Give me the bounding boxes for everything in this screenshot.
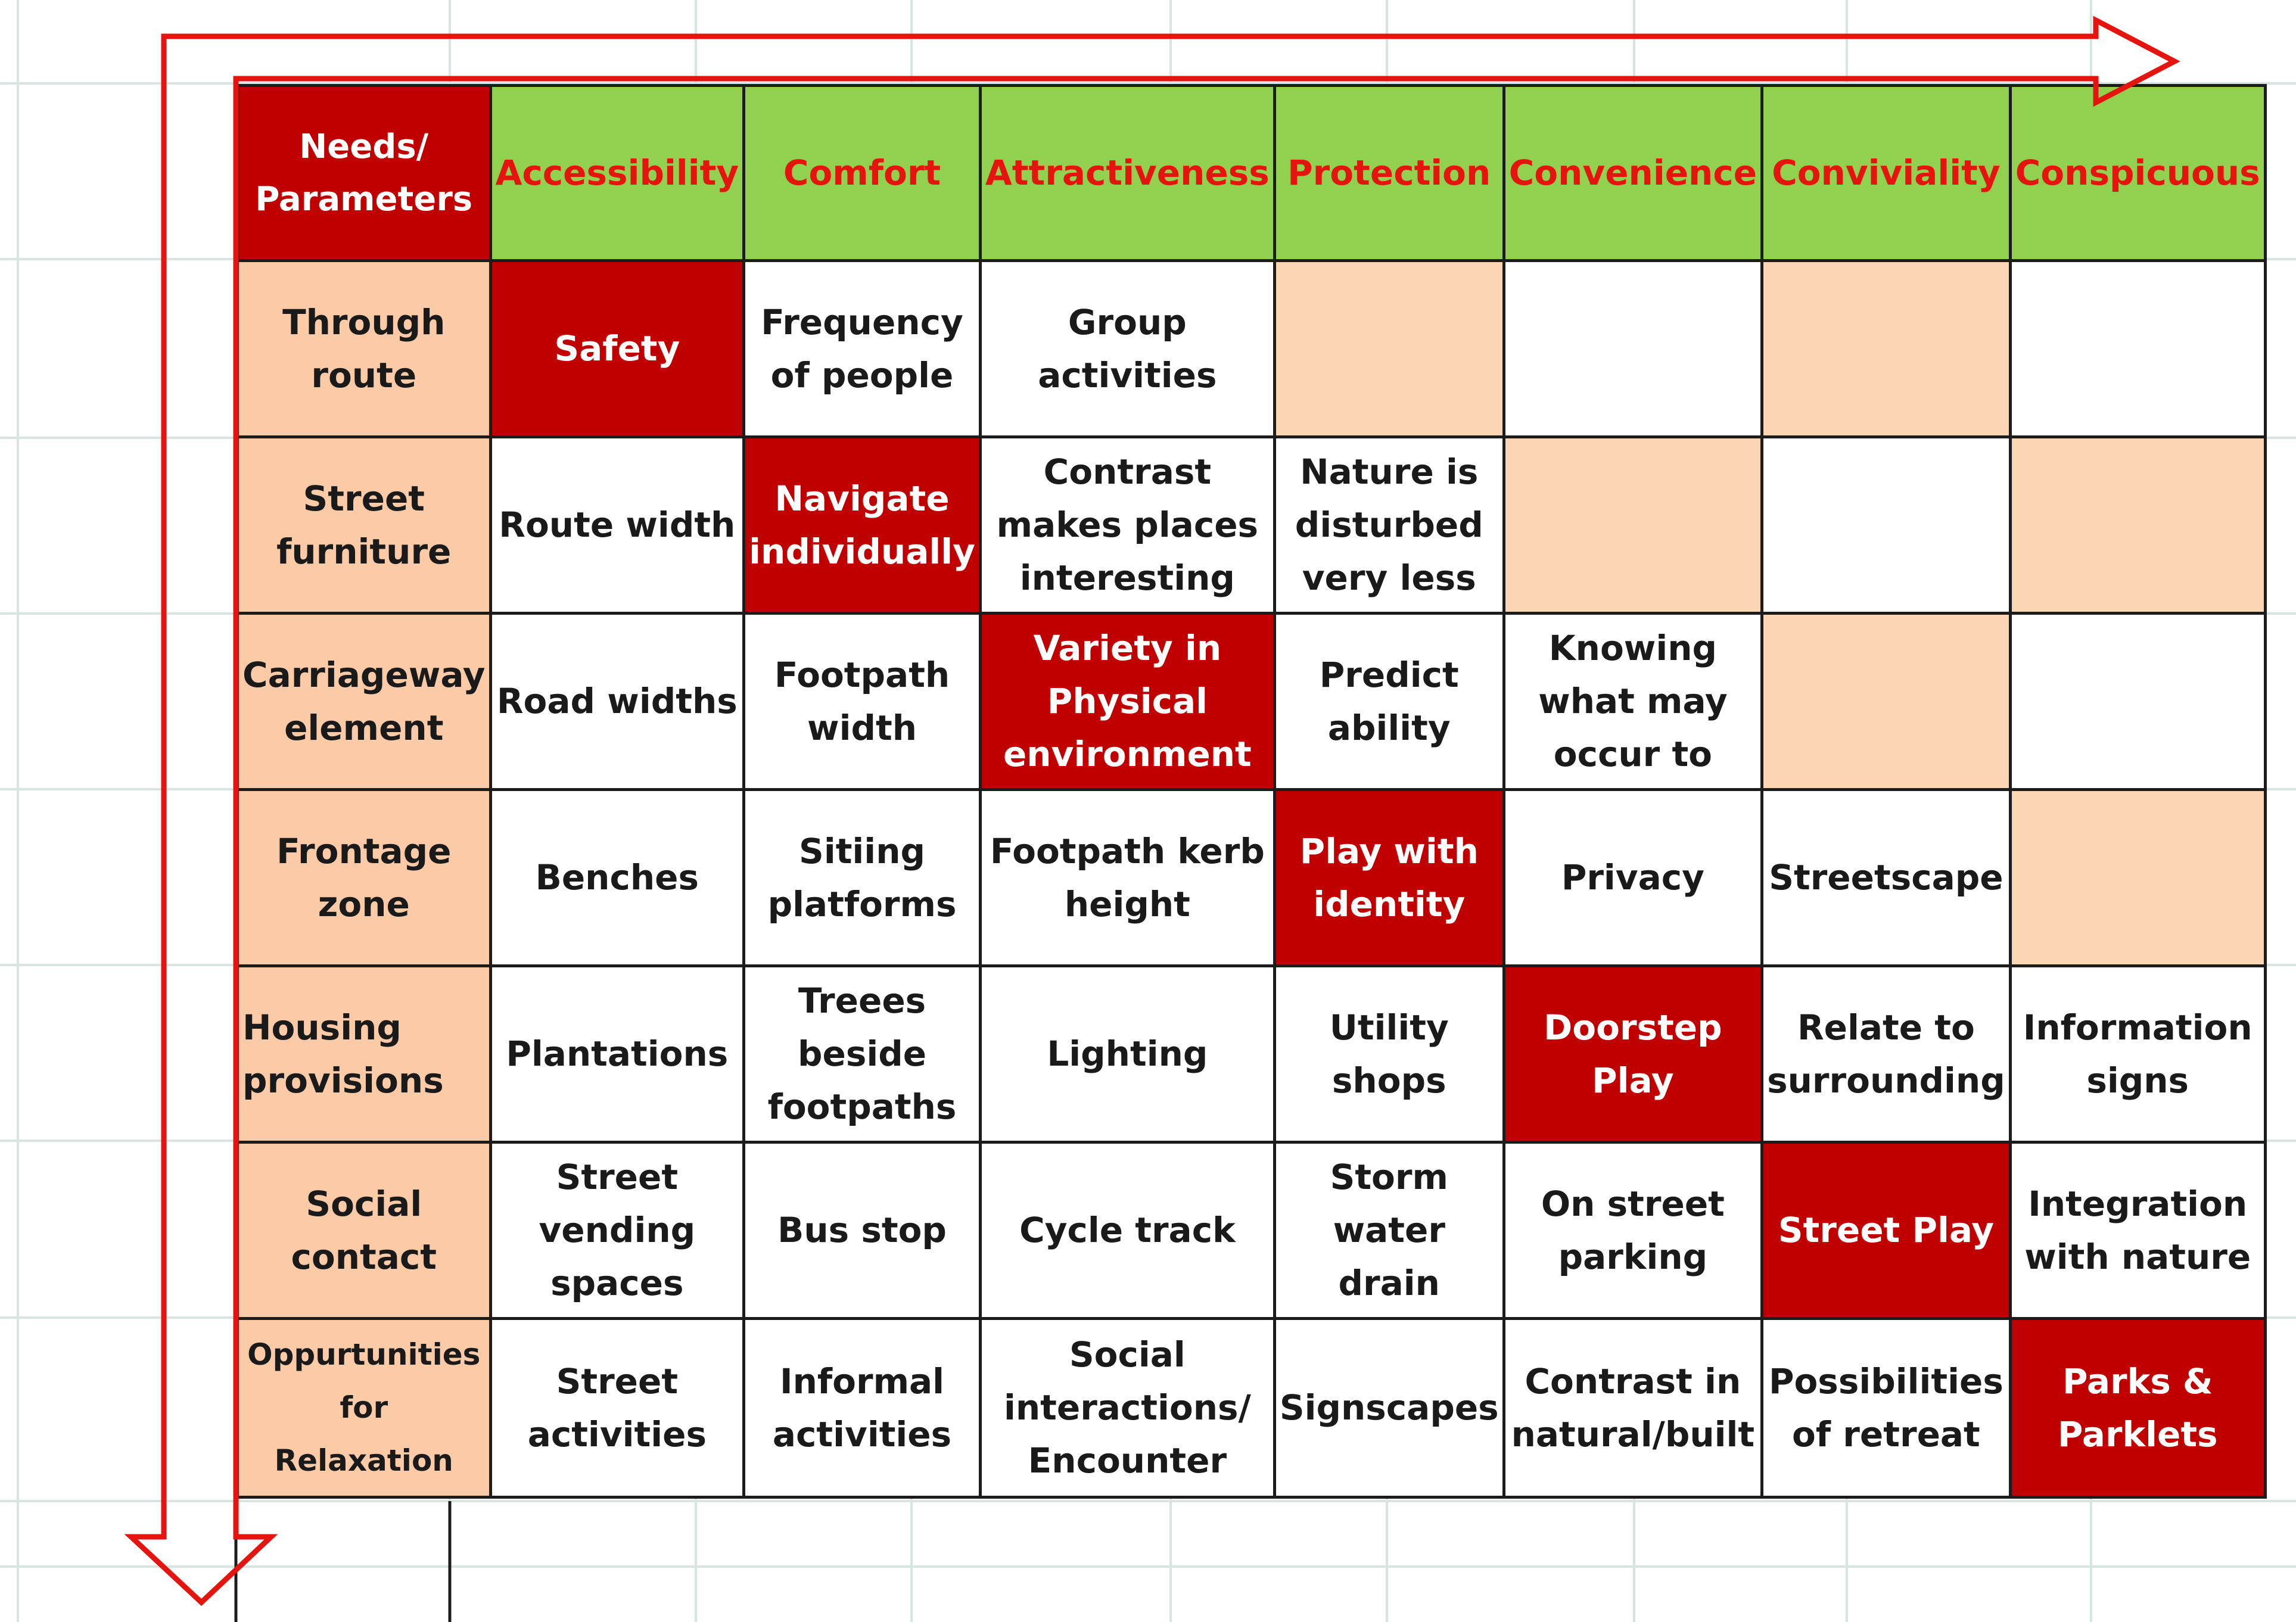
matrix-cell: Knowing what may occur to [1504, 614, 1762, 790]
highlighted-matrix-cell: Parks & Parklets [2010, 1319, 2265, 1498]
matrix-cell: Relate to surrounding [1762, 966, 2011, 1142]
matrix-cell: Footpath kerb height [980, 790, 1274, 966]
matrix-cell: Frequency of people [744, 261, 981, 437]
matrix-row [238, 1142, 2266, 1319]
matrix-cell: Street vending spaces [490, 1142, 744, 1319]
matrix-cell: Informal activities [744, 1319, 981, 1498]
matrix-cell: Street activities [490, 1319, 744, 1498]
matrix-row [238, 790, 2266, 966]
column-header-comfort: Comfort [744, 86, 981, 261]
matrix-row [238, 614, 2266, 790]
matrix-cell: Predict ability [1274, 614, 1504, 790]
matrix-cell: Bus stop [744, 1142, 981, 1319]
matrix-row [238, 1319, 2266, 1498]
highlighted-matrix-cell: Variety in Physical environment [980, 614, 1274, 790]
matrix-cell: Treees beside footpaths [744, 966, 981, 1142]
row-header-cell: Oppurtunities for Relaxation [238, 1319, 491, 1498]
matrix-cell: Storm water drain [1274, 1142, 1504, 1319]
matrix-cell: Lighting [980, 966, 1274, 1142]
matrix-cell: Possibilities of retreat [1762, 1319, 2011, 1498]
matrix-cell [2010, 261, 2265, 437]
row-header-cell: Housing provisions [238, 966, 491, 1142]
matrix-cell [2010, 437, 2265, 614]
matrix-cell: Privacy [1504, 790, 1762, 966]
matrix-cell [2010, 614, 2265, 790]
highlighted-matrix-cell: Doorstep Play [1504, 966, 1762, 1142]
matrix-cell [1504, 437, 1762, 614]
matrix-cell [1762, 437, 2011, 614]
row-header-cell: Street furniture [238, 437, 491, 614]
matrix-cell: Contrast in natural/built [1504, 1319, 1762, 1498]
row-header-cell: Frontage zone [238, 790, 491, 966]
matrix-cell [1274, 261, 1504, 437]
matrix-cell: Road widths [490, 614, 744, 790]
row-header-cell: Through route [238, 261, 491, 437]
matrix-cell: Footpath width [744, 614, 981, 790]
matrix-cell: Sitiing platforms [744, 790, 981, 966]
highlighted-matrix-cell: Navigate individually [744, 437, 981, 614]
matrix-row [238, 966, 2266, 1142]
matrix-cell: Streetscape [1762, 790, 2011, 966]
column-header-accessibility: Accessibility [490, 86, 744, 261]
highlighted-matrix-cell: Safety [490, 261, 744, 437]
matrix-cell: Plantations [490, 966, 744, 1142]
matrix-cell: Social interactions/ Encounter [980, 1319, 1274, 1498]
corner-header-cell: Needs/ Parameters [238, 86, 491, 261]
matrix-cell: Route width [490, 437, 744, 614]
matrix-cell: Group activities [980, 261, 1274, 437]
column-header-conviviality: Conviviality [1762, 86, 2011, 261]
row-header-cell: Carriageway element [238, 614, 491, 790]
row-header-cell: Social contact [238, 1142, 491, 1319]
column-header-conspicuous: Conspicuous [2010, 86, 2265, 261]
matrix-cell: Information signs [2010, 966, 2265, 1142]
highlighted-matrix-cell: Street Play [1762, 1142, 2011, 1319]
matrix-cell [1762, 261, 2011, 437]
matrix-cell: On street parking [1504, 1142, 1762, 1319]
needs-parameters-matrix [236, 84, 2267, 1499]
matrix-row [238, 261, 2266, 437]
matrix-cell [1504, 261, 1762, 437]
matrix-cell [2010, 790, 2265, 966]
header-row [238, 86, 2266, 261]
highlighted-matrix-cell: Play with identity [1274, 790, 1504, 966]
matrix-cell: Cycle track [980, 1142, 1274, 1319]
matrix-cell: Benches [490, 790, 744, 966]
matrix-cell [1762, 614, 2011, 790]
matrix-cell: Integration with nature [2010, 1142, 2265, 1319]
column-header-attractiveness: Attractiveness [980, 86, 1274, 261]
column-header-convenience: Convenience [1504, 86, 1762, 261]
matrix-cell: Contrast makes places interesting [980, 437, 1274, 614]
matrix-cell: Signscapes [1274, 1319, 1504, 1498]
matrix-row [238, 437, 2266, 614]
matrix-cell: Utility shops [1274, 966, 1504, 1142]
column-header-protection: Protection [1274, 86, 1504, 261]
matrix-cell: Nature is disturbed very less [1274, 437, 1504, 614]
